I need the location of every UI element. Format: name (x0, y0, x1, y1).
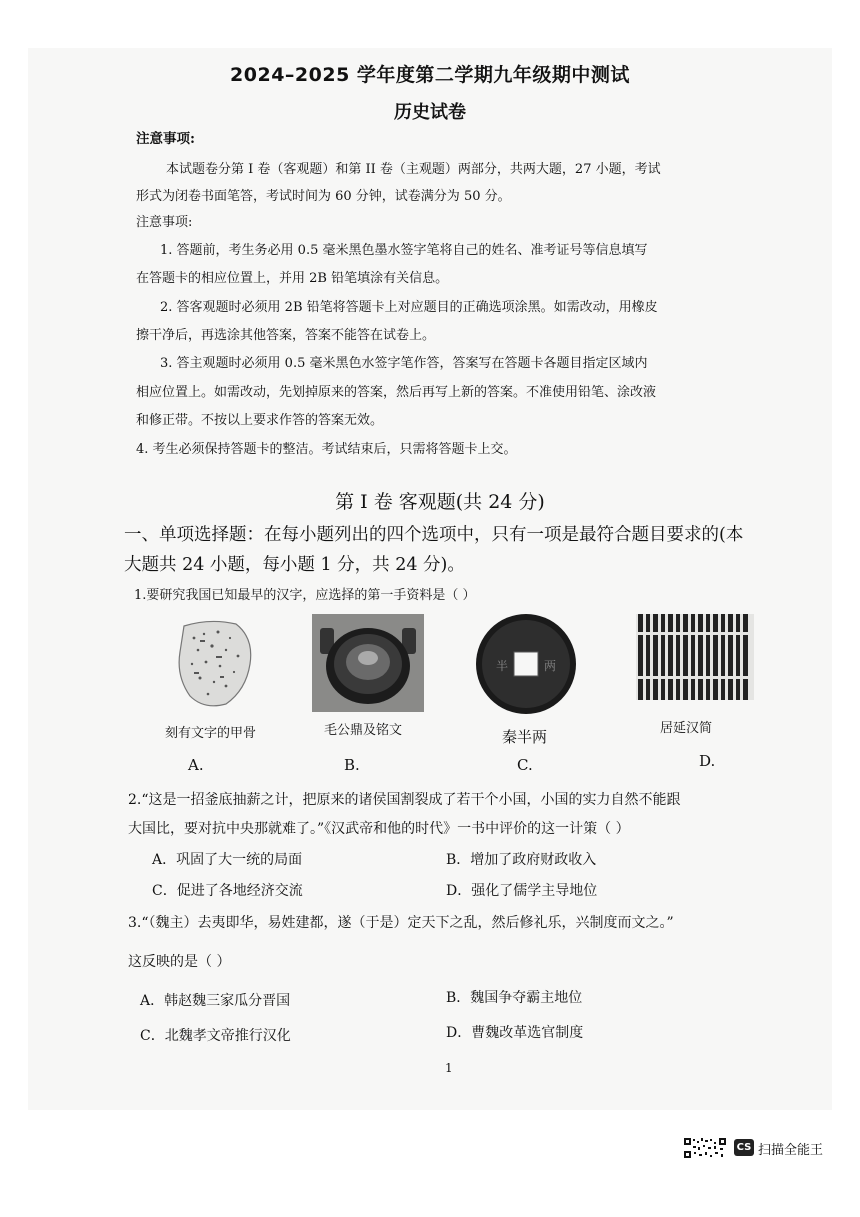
svg-text:半: 半 (496, 659, 509, 673)
notice-item1-line1: 1. 答题前，考生务必用 0.5 毫米黑色墨水签字笔将自己的姓名、准考证号等信息填写 (160, 243, 648, 258)
q2-option-c: C．促进了各地经济交流 (152, 883, 303, 899)
q3-stem-line2: 这反映的是（ ） (128, 954, 231, 970)
notice-item3-line3: 和修正带。不按以上要求作答的答案无效。 (136, 413, 384, 428)
qr-code-icon (684, 1138, 726, 1158)
coin-icon (474, 612, 578, 716)
q2-option-a: A．巩固了大一统的局面 (152, 852, 303, 868)
notice-item2-line1: 2. 答客观题时必须用 2B 铅笔将答题卡上对应题目的正确选项涂黑。如需改动，用橡皮 (160, 300, 658, 315)
caption-c: 秦半两 (502, 728, 548, 746)
caption-d: 居延汉简 (660, 721, 713, 736)
notice-heading-2: 注意事项: (136, 215, 193, 230)
notice-item3-line2: 相应位置上。如需改动，先划掉原来的答案，然后再写上新的答案。不准使用铅笔、涂改液 (136, 385, 657, 400)
q3-option-b: B．魏国争夺霸主地位 (446, 990, 583, 1006)
exam-subtitle: 历史试卷 (394, 102, 466, 123)
notice-item2-line2: 擦干净后，再选涂其他答案，答案不能答在试卷上。 (136, 328, 436, 343)
notice-intro-line2: 形式为闭卷书面笔答，考试时间为 60 分钟，试卷满分为 50 分。 (136, 189, 511, 204)
q2-option-b: B．增加了政府财政收入 (446, 852, 597, 868)
notice-intro-line1: 本试题卷分第 I 卷（客观题）和第 II 卷（主观题）两部分，共两大题，27 小题，考试 (166, 162, 661, 177)
bamboo-slips-icon (636, 614, 754, 700)
option-letter-b: B. (344, 756, 360, 774)
option-letter-c: C. (517, 756, 533, 774)
caption-b: 毛公鼎及铭文 (324, 723, 403, 738)
section-instruction-line2: 大题共 24 小题，每小题 1 分，共 24 分)。 (124, 555, 465, 575)
q2-stem-line1: 2.“这是一招釜底抽薪之计，把原来的诸侯国割裂成了若干个小国，小国的实力自然不能跟 (128, 792, 681, 808)
oracle-bone-icon (170, 616, 262, 712)
camscanner-watermark: 扫描全能王 (758, 1143, 824, 1158)
svg-text:两: 两 (544, 659, 557, 673)
q3-option-d: D．曹魏改革选官制度 (446, 1025, 584, 1041)
option-letter-a: A. (188, 756, 204, 774)
option-letter-d: D. (699, 752, 716, 770)
notice-item4-line1: 4. 考生必须保持答题卡的整洁。考试结束后，只需将答题卡上交。 (136, 442, 517, 457)
bronze-ding-icon (312, 614, 424, 712)
camscanner-badge: CS (734, 1139, 754, 1156)
q2-stem-line2: 大国比，要对抗中央那就难了。”《汉武帝和他的时代》一书中评价的这一计策（ ） (128, 821, 630, 837)
q3-stem-line1: 3.“（魏主）去夷即华，易姓建都，遂（于是）定天下之乱，然后修礼乐，兴制度而文之。” (128, 915, 674, 931)
q3-option-c: C．北魏孝文帝推行汉化 (140, 1028, 291, 1044)
notice-item1-line2: 在答题卡的相应位置上，并用 2B 铅笔填涂有关信息。 (136, 271, 449, 286)
q1-stem: 1.要研究我国已知最早的汉字，应选择的第一手资料是（ ） (134, 588, 476, 603)
notice-heading: 注意事项: (136, 131, 195, 147)
section-title: 第 I 卷 客观题(共 24 分) (335, 491, 545, 513)
notice-item3-line1: 3. 答主观题时必须用 0.5 毫米黑色水签字笔作答，答案写在答题卡各题目指定区域内 (160, 356, 648, 371)
caption-a: 刻有文字的甲骨 (165, 726, 257, 741)
section-instruction-line1: 一、单项选择题：在每小题列出的四个选项中，只有一项是最符合题目要求的(本 (124, 525, 744, 545)
exam-title: 2024–2025 学年度第二学期九年级期中测试 (230, 64, 630, 86)
q3-option-a: A．韩赵魏三家瓜分晋国 (140, 993, 291, 1009)
q2-option-d: D．强化了儒学主导地位 (446, 883, 598, 899)
page-number: 1 (445, 1061, 453, 1075)
